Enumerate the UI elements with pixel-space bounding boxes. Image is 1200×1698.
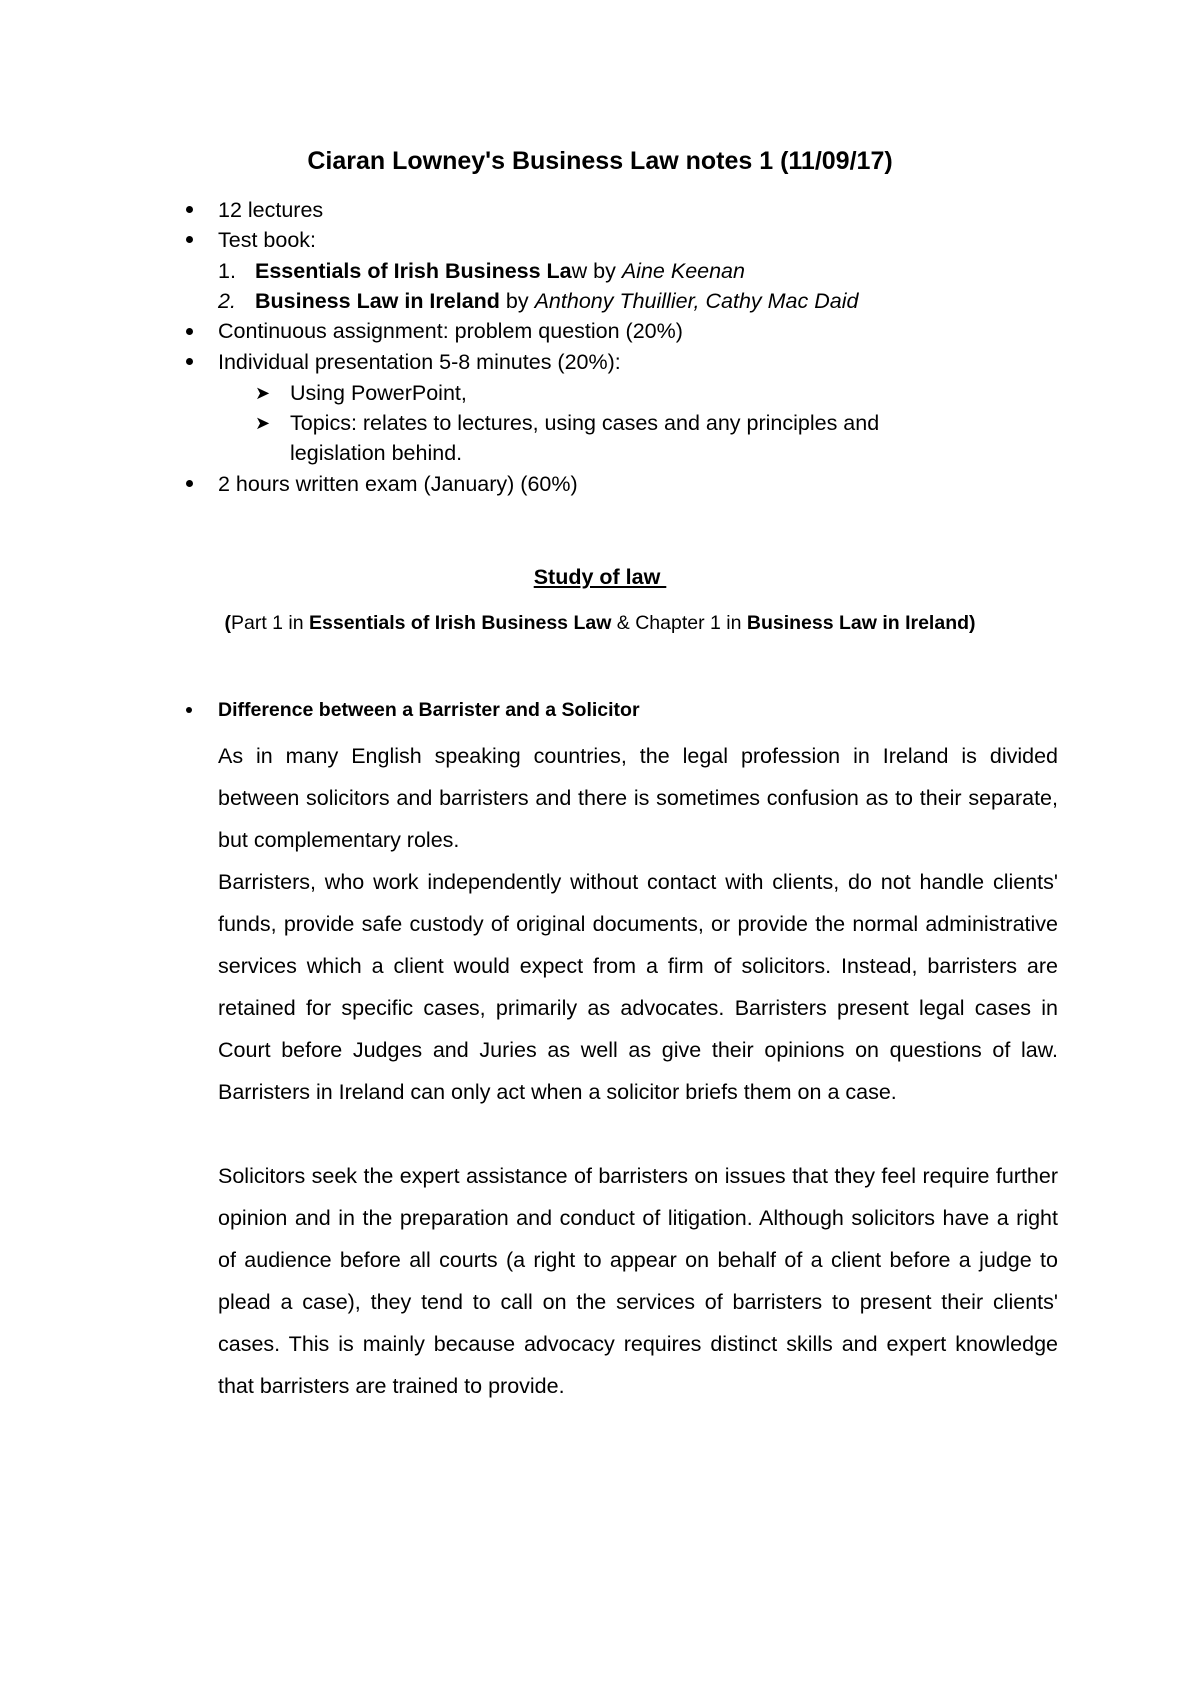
reference-book-2: Business Law in Ireland) — [746, 612, 976, 634]
arrow-bullet-icon: ➤ — [255, 383, 271, 403]
test-book-label: Test book: — [218, 228, 316, 252]
arrow-bullet-icon: ➤ — [255, 413, 271, 433]
bullet-icon — [186, 707, 192, 713]
book-2-by: by — [499, 289, 535, 313]
book-1-title: Essentials of Irish Business La — [255, 259, 572, 283]
bullet-icon — [186, 328, 193, 335]
presentation-sub-item: Topics: relates to lectures, using cases and any principles and — [290, 411, 880, 435]
reference-chapter: & Chapter 1 in — [611, 612, 747, 634]
paragraph-2: Barristers, who work independently without contact with clients, do not handle clients' funds, provide safe custody of original documents, or provide the normal administrative services which a client would expect from a firm of solicitors. Instead, barristers are retained for specific cases, primarily as advocates. Barristers present legal cases in Court before Judges and Juries as well as give their opinions on questions of law. Barristers in Ireland can only act when a solicitor briefs them on a case. — [218, 870, 1058, 1104]
presentation-sub-item-continued: legislation behind. — [290, 441, 463, 465]
continuous-assignment-item: Continuous assignment: problem question (20%) — [218, 319, 683, 343]
section-title: Study of law — [533, 565, 667, 589]
book-1-author: Aine Keenan — [621, 259, 745, 283]
page-title: Ciaran Lowney's Business Law notes 1 (11/09/17) — [307, 147, 893, 175]
bullet-icon — [186, 236, 193, 243]
presentation-item: Individual presentation 5-8 minutes (20%): — [218, 350, 621, 374]
book-2-author: Anthony Thuillier, Cathy Mac Daid — [534, 289, 859, 313]
bullet-icon — [186, 206, 193, 213]
book-2 — [255, 288, 858, 314]
book-2-title: Business Law in Ireland — [255, 289, 500, 313]
lectures-item: 12 lectures — [218, 198, 324, 222]
reference-open-paren: ( — [224, 612, 231, 634]
reference-book-1: Essentials of Irish Business Law — [309, 612, 612, 634]
subsection-heading: Difference between a Barrister and a Solicitor — [218, 699, 640, 721]
bullet-icon — [186, 480, 193, 487]
book-1 — [255, 258, 745, 284]
exam-item: 2 hours written exam (January) (60%) — [218, 472, 578, 496]
paragraph-3: Solicitors seek the expert assistance of barristers on issues that they feel require further opinion and in the preparation and conduct of litigation. Although solicitors have a right of audience before all courts (a right to appear on behalf of a client before a judge to plead a case), they tend to call on the services of barristers to present their clients' cases. This is mainly because advocacy requires distinct skills and expert knowledge that barristers are trained to provide. — [218, 1164, 1058, 1398]
bullet-icon — [186, 358, 193, 365]
book-2-number: 2. — [218, 289, 236, 313]
reference-part: Part 1 in — [230, 612, 310, 634]
book-1-by: by — [587, 259, 622, 283]
book-1-title-rest: w — [571, 259, 588, 283]
section-reference — [0, 610, 1200, 636]
book-1-number: 1. — [218, 259, 236, 283]
presentation-sub-item: Using PowerPoint, — [290, 381, 467, 405]
paragraph-1: As in many English speaking countries, the legal profession in Ireland is divided between solicitors and barristers and there is sometimes confusion as to their separate, but complementary roles. — [218, 744, 1058, 852]
